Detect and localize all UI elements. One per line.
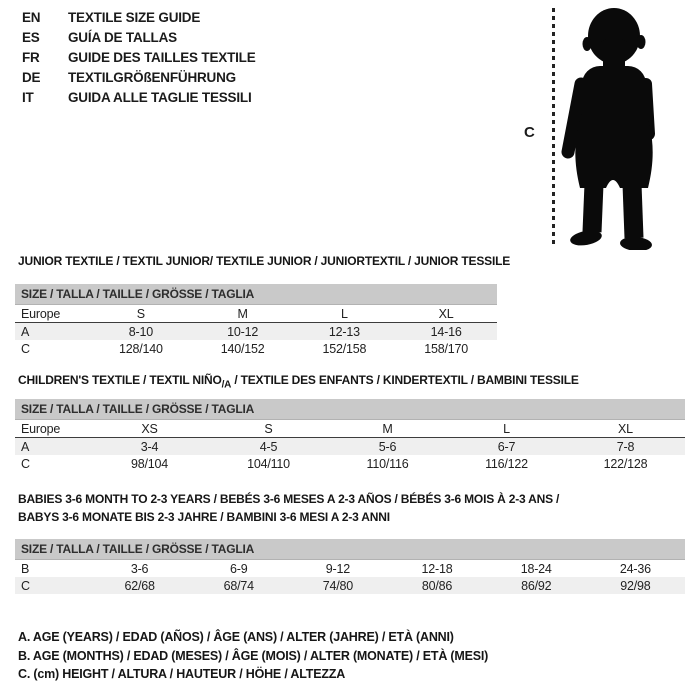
table-cell: 122/128 [603, 456, 648, 471]
table-cell: 116/122 [485, 456, 528, 471]
size-header-bar: SIZE / TALLA / TAILLE / GRÖSSE / TAGLIA [15, 284, 497, 305]
table-cell: 104/110 [247, 456, 290, 471]
children-title-post: / TEXTILE DES ENFANTS / KINDERTEXTIL / BAMBINI TESSILE [231, 373, 579, 387]
table-cell: 8-10 [90, 323, 192, 341]
language-title-list [22, 8, 256, 108]
table-cell: 140/152 [220, 341, 265, 356]
table-cell: 10-12 [192, 323, 294, 341]
table-cell: 68/74 [189, 577, 288, 594]
table-cell: 3-4 [90, 438, 209, 456]
lang-code: ES [22, 30, 40, 45]
legend-line-b: B. AGE (MONTHS) / EDAD (MESES) / ÂGE (MOIS) / ALTER (MONATE) / ETÀ (MESI) [18, 648, 489, 663]
guide-title-de: TEXTILGRÖßENFÜHRUNG [68, 70, 236, 85]
lang-code: EN [22, 10, 41, 25]
size-column-header: S [209, 420, 328, 438]
size-column-header: XL [395, 305, 497, 323]
table-cell: 6-7 [447, 438, 566, 456]
table-cell: 24-36 [619, 561, 651, 576]
table-cell: 4-5 [209, 438, 328, 456]
height-c-label: C [524, 124, 535, 141]
size-column-header: M [328, 420, 447, 438]
table-cell: 3-6 [130, 561, 149, 576]
babies-size-table [15, 539, 685, 594]
table-cell: 12-13 [294, 323, 396, 341]
junior-size-table [15, 284, 497, 357]
measurement-legend [18, 628, 488, 684]
table-cell: 80/86 [387, 577, 486, 594]
children-size-table [15, 399, 685, 472]
table-cell: 9-12 [325, 561, 350, 576]
guide-title-es: GUÍA DE TALLAS [68, 30, 177, 45]
size-column-header: XS [90, 420, 209, 438]
lang-code: IT [22, 90, 34, 105]
table-cell: 98/104 [130, 456, 169, 471]
babies-row-b [15, 560, 685, 577]
lang-code: DE [22, 70, 41, 85]
guide-title-en: TEXTILE SIZE GUIDE [68, 10, 201, 25]
children-row-a [15, 438, 685, 456]
row-label-cell: A [15, 438, 90, 456]
babies-row-c [15, 577, 685, 594]
table-cell: 152/158 [322, 341, 367, 356]
babies-table-grid [15, 560, 685, 594]
size-column-header: S [90, 305, 192, 323]
size-header-bar: SIZE / TALLA / TAILLE / GRÖSSE / TAGLIA [15, 399, 685, 420]
size-column-header: M [192, 305, 294, 323]
table-cell: 128/140 [118, 341, 163, 356]
table-cell: 7-8 [566, 438, 685, 456]
table-cell: 86/92 [487, 577, 586, 594]
size-column-header: L [447, 420, 566, 438]
table-cell: 62/68 [90, 577, 189, 594]
region-header-cell: Europe [15, 305, 90, 323]
table-cell: 110/116 [366, 456, 409, 471]
children-section-title [18, 373, 579, 390]
table-cell: 5-6 [328, 438, 447, 456]
table-cell: 92/98 [586, 577, 685, 594]
children-table-grid [15, 420, 685, 472]
row-label-cell: B [21, 561, 30, 576]
children-title-pre: CHILDREN'S TEXTILE / TEXTIL NIÑO [18, 373, 222, 387]
lang-code: FR [22, 50, 40, 65]
junior-row-c [15, 340, 497, 357]
table-cell: 6-9 [230, 561, 248, 576]
lang-row-es [22, 28, 256, 48]
size-column-header: L [294, 305, 396, 323]
table-cell: 18-24 [520, 561, 552, 576]
junior-table-grid [15, 305, 497, 357]
babies-title-line2: BABYS 3-6 MONATE BIS 2-3 JAHRE / BAMBINI 3-6 MESI A 2-3 ANNI [18, 510, 390, 524]
junior-section-title: JUNIOR TEXTILE / TEXTIL JUNIOR/ TEXTILE JUNIOR / JUNIORTEXTIL / JUNIOR TESSILE [18, 254, 511, 268]
table-cell: 12-18 [421, 561, 453, 576]
table-cell: 14-16 [395, 323, 497, 341]
size-column-header: XL [566, 420, 685, 438]
size-header-bar: SIZE / TALLA / TAILLE / GRÖSSE / TAGLIA [15, 539, 685, 560]
guide-title-it: GUIDA ALLE TAGLIE TESSILI [68, 90, 252, 105]
height-dashed-line-icon [552, 8, 555, 245]
row-label-cell: A [15, 323, 90, 341]
lang-row-fr [22, 48, 256, 68]
children-columns-row [15, 420, 685, 438]
legend-line-a: A. AGE (YEARS) / EDAD (AÑOS) / ÂGE (ANS) / ALTER (JAHRE) / ETÀ (ANNI) [18, 630, 454, 644]
row-label-cell: C [21, 456, 30, 471]
lang-row-de [22, 68, 256, 88]
table-cell: 158/170 [424, 341, 469, 356]
junior-row-a [15, 323, 497, 341]
babies-title-line1: BABIES 3-6 MONTH TO 2-3 YEARS / BEBÉS 3-6 MESES A 2-3 AÑOS / BÉBÉS 3-6 MOIS À 2-3 ANS / [18, 492, 560, 506]
row-label-cell: C [21, 341, 30, 356]
lang-row-en [22, 8, 256, 28]
children-row-c [15, 455, 685, 472]
table-cell: 74/80 [288, 577, 387, 594]
junior-columns-row [15, 305, 497, 323]
babies-section-title [18, 490, 559, 526]
legend-line-c: C. (cm) HEIGHT / ALTURA / HAUTEUR / HÖHE / ALTEZZA [18, 667, 346, 681]
children-title-sub: /A [221, 379, 232, 391]
toddler-silhouette-icon [556, 4, 698, 250]
guide-title-fr: GUIDE DES TAILLES TEXTILE [68, 50, 256, 65]
lang-row-it [22, 88, 256, 108]
row-label-cell: C [15, 577, 90, 594]
region-header-cell: Europe [15, 420, 90, 438]
